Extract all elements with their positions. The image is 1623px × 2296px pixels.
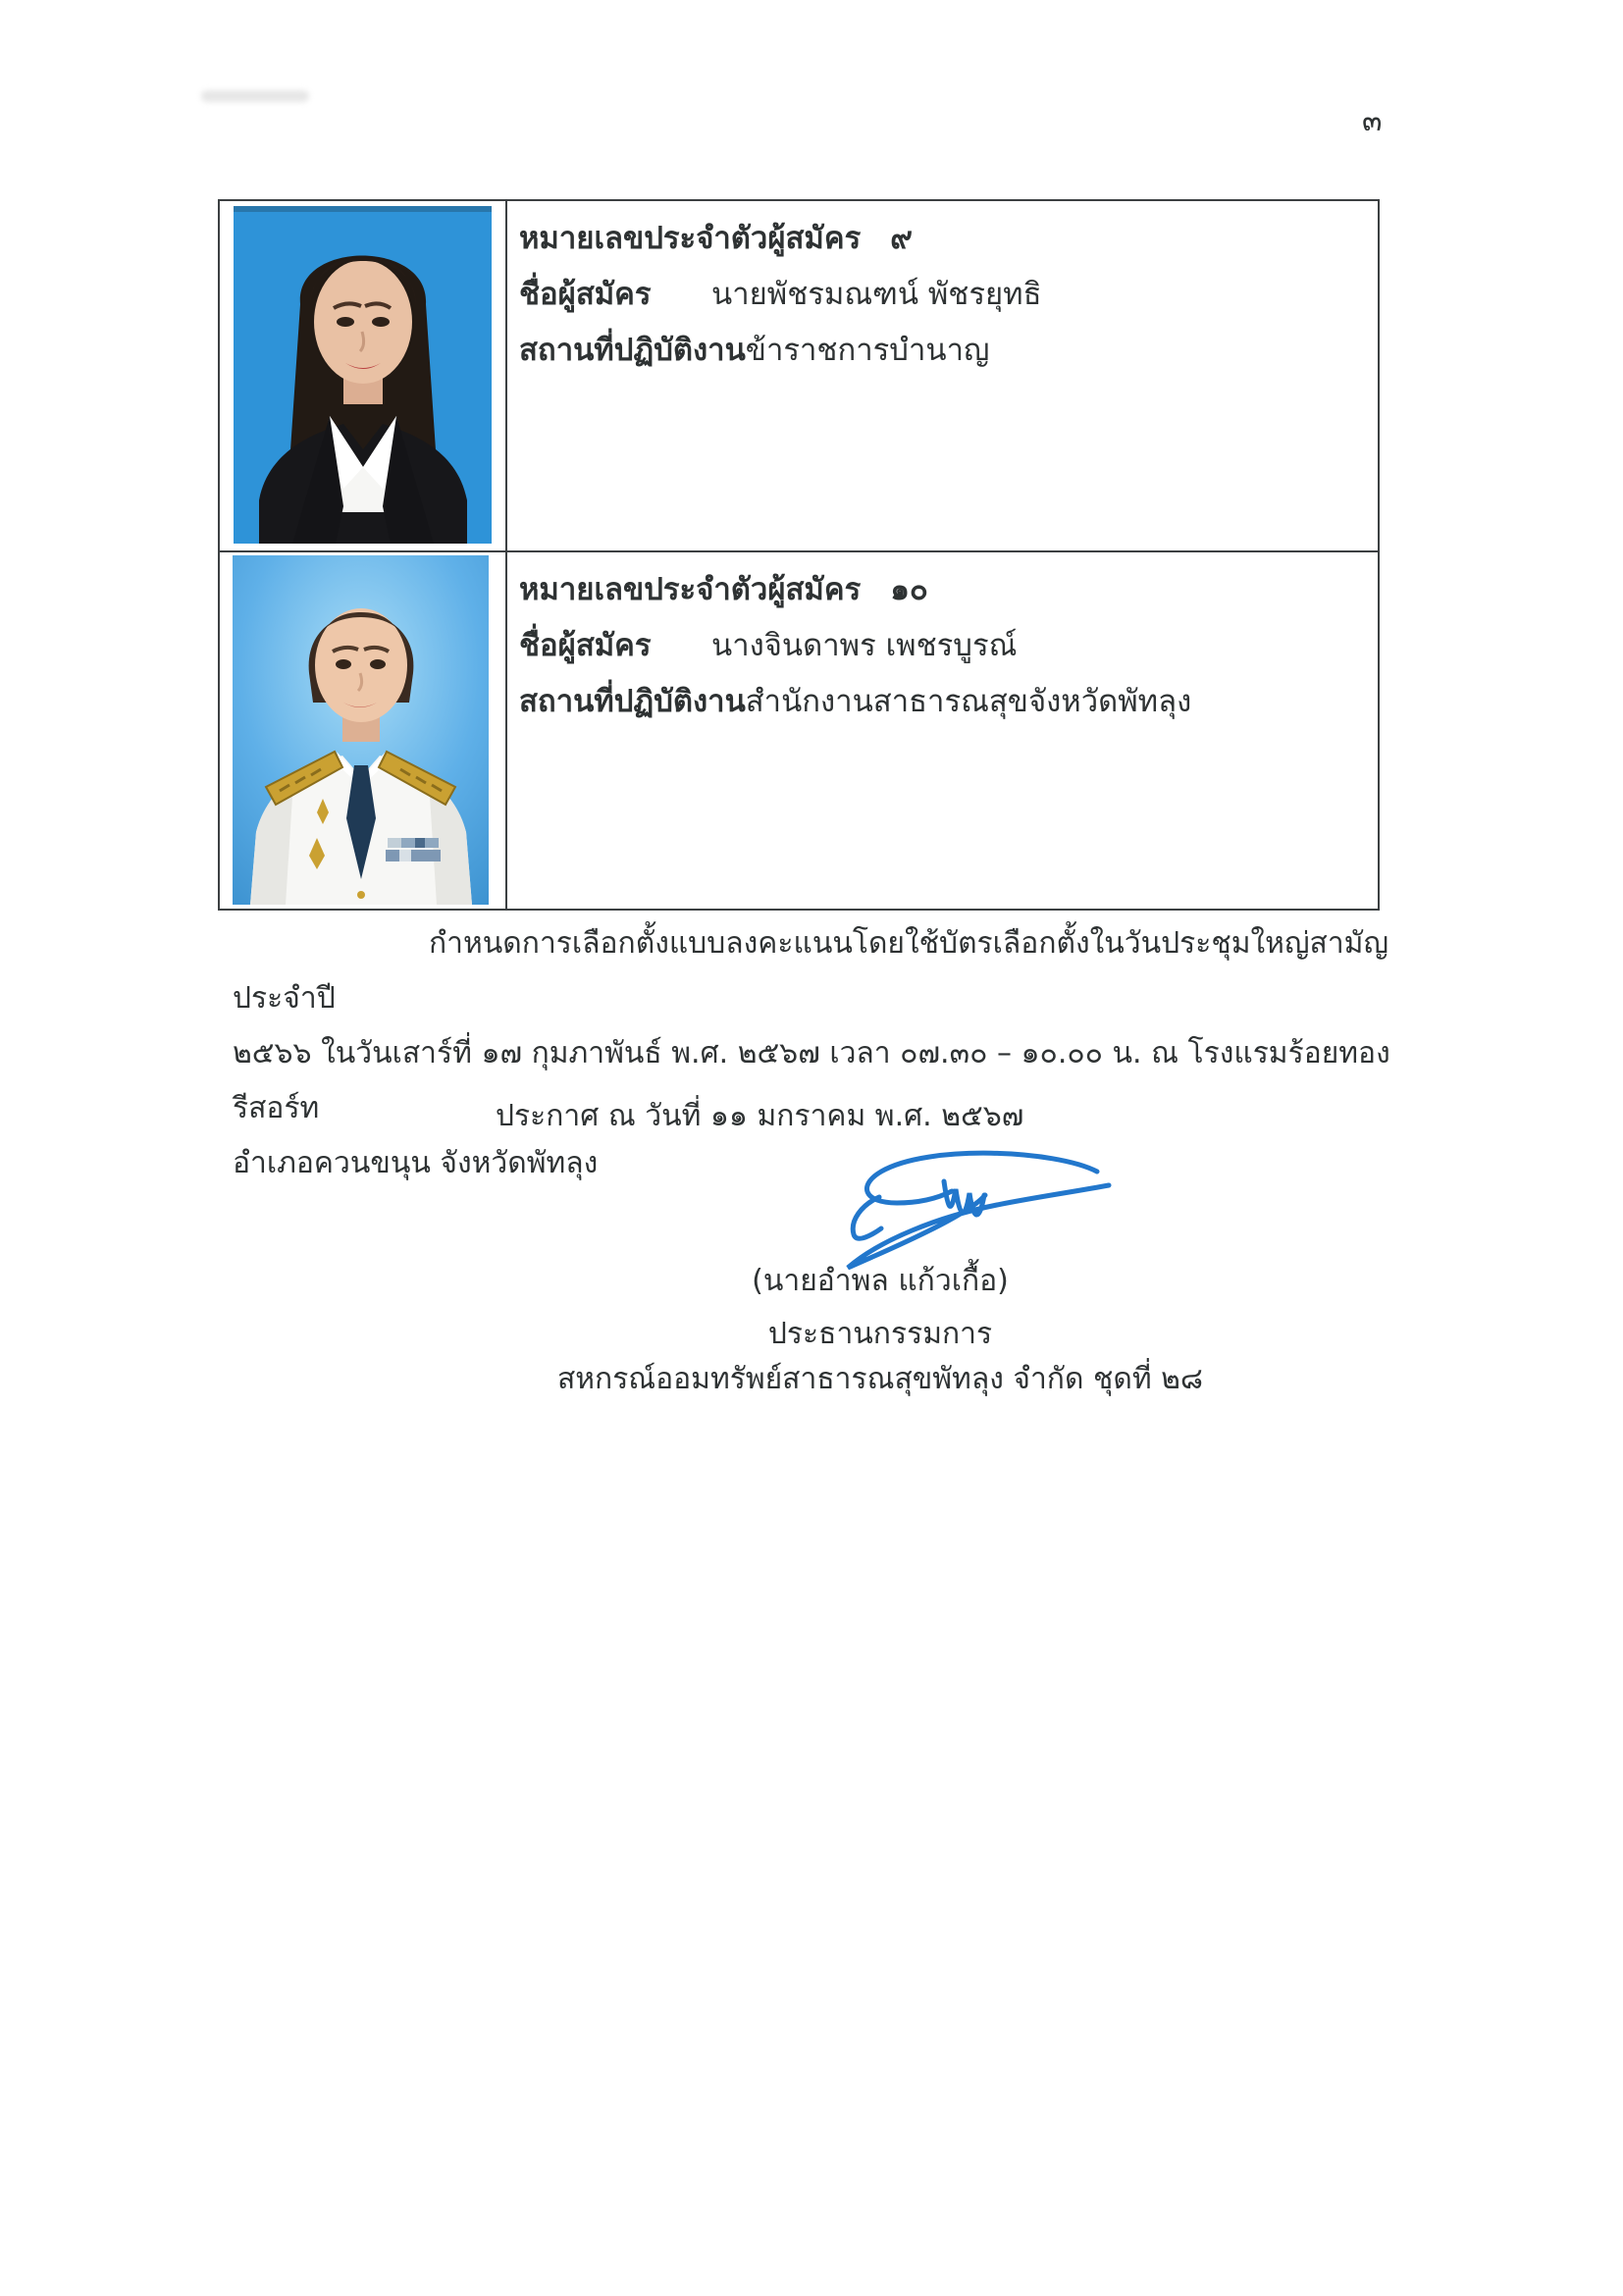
candidate-name-value: นางจินดาพร เพชรบูรณ์ bbox=[711, 628, 1018, 663]
signatory-name: (นายอำพล แก้วเกื้อ) bbox=[752, 1264, 1009, 1298]
paragraph-line: อำเภอควนขนุน จังหวัดพัทลุง bbox=[233, 1146, 599, 1180]
candidate-info-cell bbox=[507, 552, 1378, 909]
candidate-photo bbox=[234, 206, 492, 544]
candidate-workplace-value: สำนักงานสาธารณสุขจังหวัดพัทลุง bbox=[745, 684, 1192, 719]
candidate-name-label: ชื่อผู้สมัคร bbox=[519, 628, 652, 663]
candidate-workplace-label: สถานที่ปฏิบัติงาน bbox=[519, 333, 746, 368]
paragraph-line: กำหนดการเลือกตั้งแบบลงคะแนนโดยใช้บัตรเลือกตั้งในวันประชุมใหญ่สามัญประจำปี bbox=[233, 926, 1389, 1016]
candidate-photo-cell bbox=[220, 201, 507, 550]
candidate-workplace-value: ข้าราชการบำนาญ bbox=[745, 333, 990, 368]
candidate-number-label: หมายเลขประจำตัวผู้สมัคร bbox=[519, 221, 862, 256]
candidate-workplace-line bbox=[519, 329, 1368, 372]
candidate-workplace-label: สถานที่ปฏิบัติงาน bbox=[519, 684, 746, 719]
announce-date-line: ประกาศ ณ วันที่ ๑๑ มกราคม พ.ศ. ๒๕๖๗ bbox=[496, 1099, 1024, 1133]
candidate-name-line bbox=[519, 624, 1368, 667]
candidate-photo bbox=[233, 555, 489, 905]
candidate-number-value: ๙ bbox=[890, 221, 913, 256]
page-number: ๓ bbox=[1362, 104, 1383, 138]
candidate-number-line bbox=[519, 568, 1368, 611]
candidate-workplace-line bbox=[519, 680, 1368, 723]
paragraph-line: ๒๕๖๖ ในวันเสาร์ที่ ๑๗ กุมภาพันธ์ พ.ศ. ๒๕๖๗ เวลา ๐๗.๓๐ – ๑๐.๐๐ น. ณ โรงแรมร้อยทองรีสอร์ท bbox=[233, 1036, 1390, 1125]
candidate-number-line bbox=[519, 217, 1368, 260]
candidates-table bbox=[218, 199, 1380, 911]
scan-artifact bbox=[201, 90, 309, 102]
candidate-photo-cell bbox=[220, 552, 507, 909]
candidate-number-label: หมายเลขประจำตัวผู้สมัคร bbox=[519, 572, 862, 607]
candidate-name-value: นายพัชรมณฑน์ พัชรยุทธิ bbox=[711, 277, 1042, 312]
candidate-info-cell bbox=[507, 201, 1378, 550]
signatory-block bbox=[439, 1260, 1322, 1401]
signatory-title: ประธานกรรมการ bbox=[767, 1317, 993, 1351]
candidate-name-label: ชื่อผู้สมัคร bbox=[519, 277, 652, 312]
signature-image bbox=[820, 1148, 1115, 1272]
candidate-row-10 bbox=[220, 552, 1378, 909]
signatory-organization: สหกรณ์ออมทรัพย์สาธารณสุขพัทลุง จำกัด ชุดที่ ๒๘ bbox=[556, 1362, 1204, 1396]
candidate-name-line bbox=[519, 273, 1368, 316]
candidate-row-9 bbox=[220, 201, 1378, 552]
candidate-number-value: ๑๐ bbox=[890, 572, 928, 607]
